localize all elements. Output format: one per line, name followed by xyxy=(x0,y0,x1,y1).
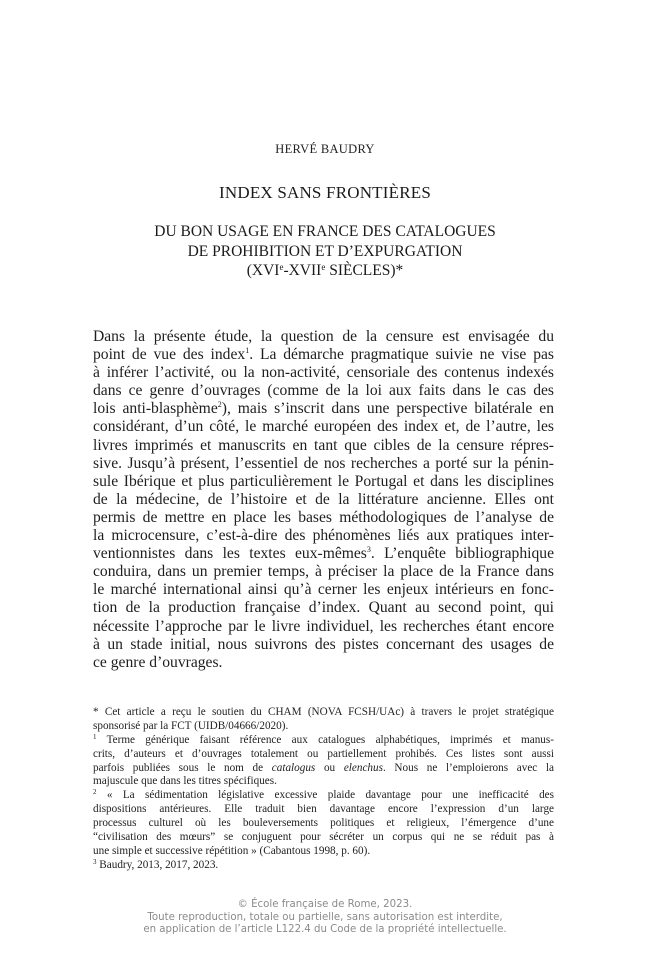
footnote-text: « La sédimentation législative excessive plaide davantage pour une inefficacité des xyxy=(96,789,554,802)
body-line: permis de mettre en place les bases méthodologiques de l’analyse de xyxy=(93,508,554,526)
body-paragraph xyxy=(93,328,554,672)
subtitle-line xyxy=(0,261,650,281)
body-text: ), mais s’inscrit dans une perspective bilatérale en xyxy=(221,400,554,418)
footnote-text: parfois publiées sous le nom de xyxy=(93,761,272,774)
body-line: dans ce genre d’ouvrages (comme de la loi aux faits dans le cas des xyxy=(93,382,554,400)
body-line xyxy=(93,400,554,418)
footnote-star-line: sponsorisé par la FCT (UIDB/04666/2020). xyxy=(93,719,289,732)
subtitle-text: -XVII xyxy=(283,262,322,279)
subtitle-text: (XVI xyxy=(246,262,280,279)
footnote-3-line xyxy=(93,859,554,873)
footnote-1-line xyxy=(93,762,554,776)
footnote-1-line: crits, d’auteurs et d’ouvrages totalement ou partiellement prohibés. Ces listes sont aussi xyxy=(93,747,554,760)
body-line xyxy=(93,545,554,563)
author-name: HERVÉ BAUDRY xyxy=(275,142,375,156)
body-line: le marché international ainsi qu’à cerner les enjeux intérieurs en fonc- xyxy=(93,581,554,599)
body-line: sive. Jusqu’à présent, l’essentiel de nos recherches a porté sur la pénin- xyxy=(93,454,554,472)
footnote-italic: catalogus xyxy=(271,761,316,774)
body-line: considérant, d’un côté, le marché européen des index et, de l’autre, les xyxy=(93,418,554,436)
body-line: de la médecine, de l’histoire et de la littérature ancienne. Elles ont xyxy=(93,490,554,508)
footnote-ref-3[interactable]: 3 xyxy=(366,545,371,555)
article-title: INDEX SANS FRONTIÈRES xyxy=(219,183,431,202)
footnote-1-line: majuscule que dans les titres spécifiques. xyxy=(93,775,277,788)
subtitle-line: DE PROHIBITION ET D’EXPURGATION xyxy=(187,242,463,260)
body-line: nécessite l’approche par le livre individuel, les recherches étant encore xyxy=(93,617,554,635)
footnote-1-line xyxy=(93,734,554,748)
body-text: lois anti-blasphème xyxy=(93,400,218,418)
body-line: tion de la production française d’index. Quant au second point, qui xyxy=(93,599,554,617)
copyright-line: Toute reproduction, totale ou partielle, sans autorisation est interdite, xyxy=(147,911,503,923)
footnote-text: Baudry, 2013, 2017, 2023. xyxy=(96,858,219,871)
footnote-text: ou xyxy=(315,761,344,774)
body-text: point de vue des index xyxy=(93,346,246,364)
footnote-2-line: “civilisation des mœurs” se conjuguent pour sécréter un corpus qui ne se réduit pas à xyxy=(93,831,554,844)
body-text: . La démarche pragmatique suivie ne vise pas xyxy=(249,346,554,364)
superscript: e xyxy=(321,262,326,272)
footnote-2-line: une simple et successive répétition » (Cabantous 1998, p. 60). xyxy=(93,844,371,857)
footnote-number: 2 xyxy=(93,788,97,797)
footnote-star-line: * Cet article a reçu le soutien du CHAM (NOVA FCSH/UAc) à travers le projet stratégique xyxy=(93,706,554,718)
article-subtitle xyxy=(0,222,650,281)
footnote-text: . Nous ne l’emploierons avec la xyxy=(382,761,554,774)
footnote-italic: elenchus xyxy=(343,761,383,774)
body-line xyxy=(93,346,554,364)
body-line: livres imprimés et manuscrits en tant que cibles de la censure répres- xyxy=(93,436,554,454)
copyright-footer xyxy=(0,899,650,937)
body-line: à un stade initial, nous suivrons des pistes concernant des usages de xyxy=(93,635,554,653)
body-line: Dans la présente étude, la question de la censure est envisagée du xyxy=(93,328,554,345)
body-line: sule Ibérique et plus particulièrement le Portugal et dans les disciplines xyxy=(93,472,554,490)
superscript: e xyxy=(279,262,284,272)
body-line: ce genre d’ouvrages. xyxy=(93,653,223,671)
footnote-2-line: dispositions antérieures. Elle traduit bien davantage encore l’expression d’un large xyxy=(93,803,554,816)
footnote-ref-2[interactable]: 2 xyxy=(217,400,222,410)
footnote-ref-1[interactable]: 1 xyxy=(245,346,250,356)
body-text: ventionnistes dans les textes eux-mêmes xyxy=(93,545,367,563)
footnote-text: Terme générique faisant référence aux catalogues alphabétiques, imprimés et manus- xyxy=(96,733,554,746)
footnote-2-line: processus culturel où les bouleversements politiques et religieux, l’émergence d’une xyxy=(93,817,554,830)
body-line: conduira, dans un premier temps, à préciser la place de la France dans xyxy=(93,563,554,581)
body-line: à inférer l’activité, ou la non-activité, censoriale des contenus indexés xyxy=(93,364,554,382)
subtitle-line: DU BON USAGE EN FRANCE DES CATALOGUES xyxy=(154,223,496,240)
footnotes xyxy=(93,706,554,873)
copyright-line: © École française de Rome, 2023. xyxy=(237,899,413,910)
copyright-line: en application de l’article L122.4 du Code de la propriété intellectuelle. xyxy=(143,924,507,936)
body-line: la microcensure, c’est-à-dire des phénomènes liés aux pratiques inter- xyxy=(93,527,554,545)
subtitle-text: SIÈCLES)* xyxy=(325,262,404,279)
footnote-number: 3 xyxy=(93,857,97,866)
footnote-2-line xyxy=(93,789,554,803)
footnote-number: 1 xyxy=(93,732,97,741)
body-text: . L’enquête bibliographique xyxy=(370,545,554,563)
